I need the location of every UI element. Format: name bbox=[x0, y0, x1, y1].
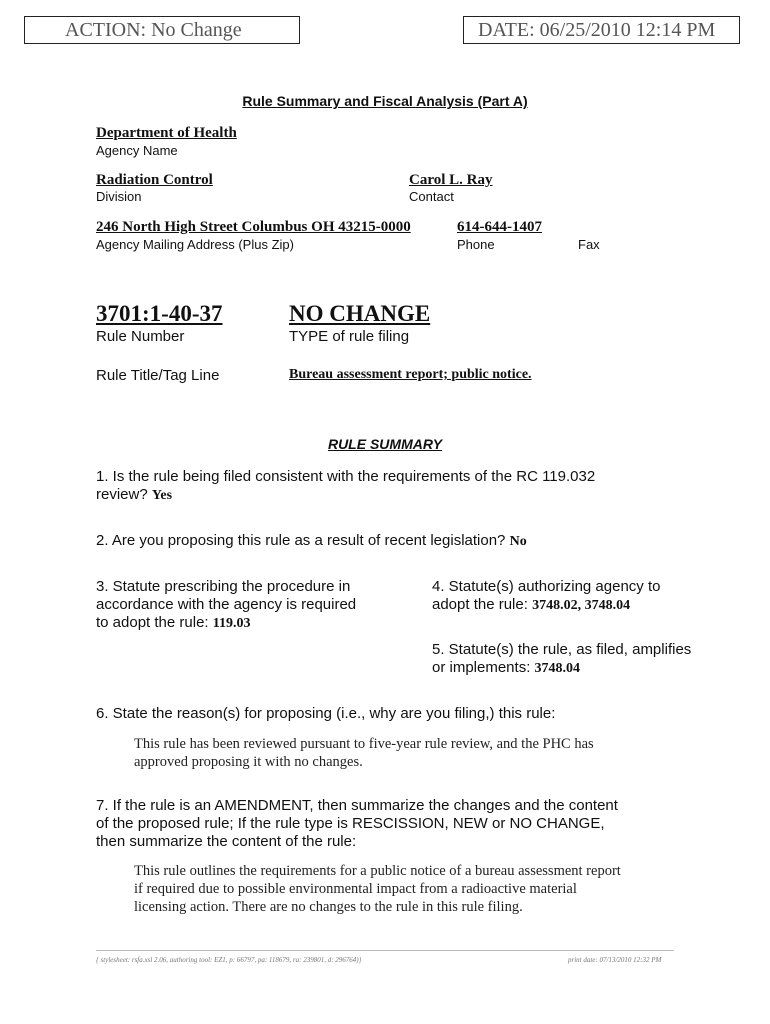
question-7-line-1: 7. If the rule is an AMENDMENT, then summarize the changes and the content bbox=[96, 797, 618, 814]
question-5 bbox=[432, 641, 691, 678]
division-value: Radiation Control bbox=[96, 172, 213, 188]
rule-number-label: Rule Number bbox=[96, 328, 185, 345]
question-7-answer-line-1: This rule outlines the requirements for a public notice of a bureau assessment report bbox=[134, 863, 621, 879]
question-3-line-3 bbox=[96, 614, 356, 633]
question-6: 6. State the reason(s) for proposing (i.e., why are you filing,) this rule: bbox=[96, 705, 556, 722]
question-6-answer bbox=[134, 735, 594, 771]
question-7-answer-line-2: if required due to possible environmental impact from a radioactive material bbox=[134, 881, 577, 897]
question-5-line-1: 5. Statute(s) the rule, as filed, amplifies bbox=[432, 641, 692, 658]
question-7-line-3: then summarize the content of the rule: bbox=[96, 833, 357, 850]
rule-title-value: Bureau assessment report; public notice. bbox=[289, 367, 532, 382]
question-6-answer-line-1: This rule has been reviewed pursuant to five-year rule review, and the PHC has bbox=[134, 736, 594, 752]
phone-value: 614-644-1407 bbox=[457, 219, 542, 235]
rule-number-value: 3701:1-40-37 bbox=[96, 301, 223, 326]
question-3-line-2: accordance with the agency is required bbox=[96, 596, 357, 613]
question-7 bbox=[96, 797, 618, 851]
question-4-line-2 bbox=[432, 596, 660, 615]
question-4-line-1: 4. Statute(s) authorizing agency to bbox=[432, 578, 661, 595]
question-7-answer-line-3: licensing action. There are no changes to the rule in this rule filing. bbox=[134, 899, 523, 915]
question-2-text: 2. Are you proposing this rule as a result of recent legislation? bbox=[96, 532, 506, 549]
footer-stylesheet-info: { stylesheet: rsfa.xsl 2.06, authoring tool: EZ1, p: 66797, pa: 118679, ra: 239801, d: 296764)} bbox=[96, 956, 362, 964]
question-4-line-2-text: adopt the rule: bbox=[432, 596, 528, 613]
rule-type-value: NO CHANGE bbox=[289, 301, 431, 326]
question-4 bbox=[432, 578, 660, 615]
footer-print-date: print date: 07/13/2010 12:32 PM bbox=[568, 956, 662, 964]
question-5-answer: 3748.04 bbox=[534, 661, 581, 676]
contact-value: Carol L. Ray bbox=[409, 172, 493, 188]
date-box: DATE: 06/25/2010 12:14 PM bbox=[463, 16, 740, 44]
agency-name-value: Department of Health bbox=[96, 125, 237, 141]
question-3 bbox=[96, 578, 356, 633]
rule-summary-heading: RULE SUMMARY bbox=[327, 436, 443, 452]
question-1-answer: Yes bbox=[151, 488, 173, 503]
address-value: 246 North High Street Columbus OH 43215-0000 bbox=[96, 219, 411, 235]
action-box: ACTION: No Change bbox=[24, 16, 300, 44]
question-4-answer: 3748.02, 3748.04 bbox=[532, 598, 631, 613]
contact-label: Contact bbox=[409, 189, 454, 204]
question-2 bbox=[96, 532, 527, 551]
division-label: Division bbox=[96, 189, 142, 204]
question-7-line-2: of the proposed rule; If the rule type is RESCISSION, NEW or NO CHANGE, bbox=[96, 815, 605, 832]
phone-label: Phone bbox=[457, 237, 495, 252]
rule-title-label: Rule Title/Tag Line bbox=[96, 367, 220, 384]
question-1-line-2-text: review? bbox=[96, 486, 148, 503]
question-1 bbox=[96, 468, 595, 505]
question-3-line-1: 3. Statute prescribing the procedure in bbox=[96, 578, 351, 595]
question-1-line-1: 1. Is the rule being filed consistent with the requirements of the RC 119.032 bbox=[96, 468, 596, 485]
question-3-line-3-text: to adopt the rule: bbox=[96, 614, 209, 631]
question-2-answer: No bbox=[509, 534, 527, 549]
footer-divider bbox=[96, 950, 674, 951]
address-label: Agency Mailing Address (Plus Zip) bbox=[96, 237, 294, 252]
question-6-answer-line-2: approved proposing it with no changes. bbox=[134, 754, 363, 770]
question-1-line-2 bbox=[96, 486, 595, 505]
question-5-line-2 bbox=[432, 659, 691, 678]
fax-label: Fax bbox=[578, 237, 600, 252]
rule-type-label: TYPE of rule filing bbox=[289, 328, 410, 345]
question-5-line-2-text: or implements: bbox=[432, 659, 531, 676]
question-3-answer: 119.03 bbox=[212, 616, 251, 631]
question-7-answer bbox=[134, 862, 621, 916]
page-title: Rule Summary and Fiscal Analysis (Part A) bbox=[242, 93, 528, 109]
agency-name-label: Agency Name bbox=[96, 143, 178, 158]
